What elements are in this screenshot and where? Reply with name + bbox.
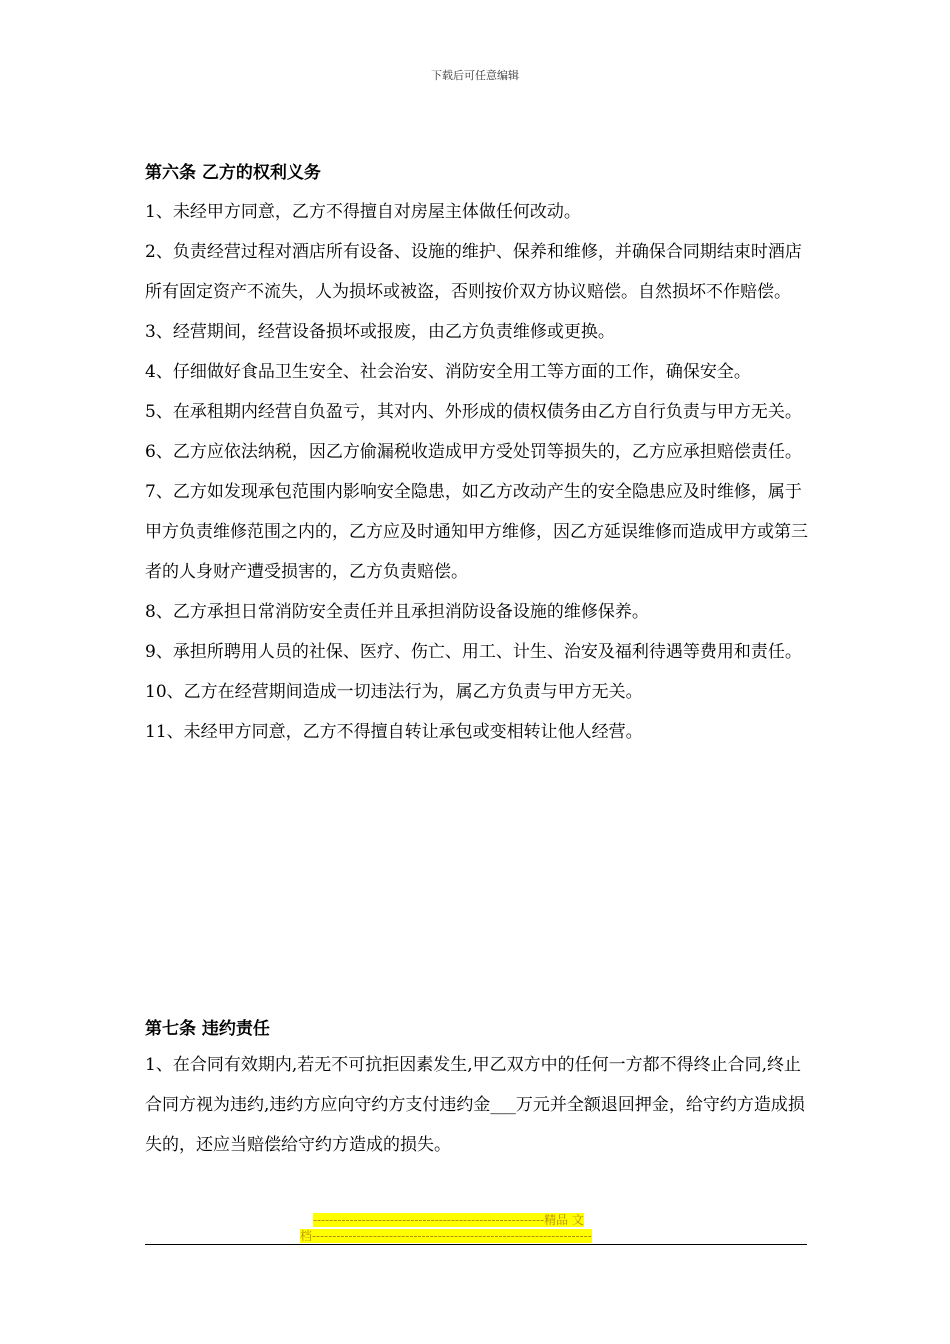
clause-6-7: 7、乙方如发现承包范围内影响安全隐患，如乙方改动产生的安全隐患应及时维修，属于甲方负责维修范围之内的，乙方应及时通知甲方维修，因乙方延误维修而造成甲方或第三者的人身财产遭受损害的，乙方负责赔偿。	[145, 482, 808, 582]
section-7-body	[145, 1045, 810, 1165]
clause-6-4: 4、仔细做好食品卫生安全、社会治安、消防安全用工等方面的工作，确保安全。	[145, 362, 751, 382]
footer-line-2: 档---------------------------------------------------------------------	[300, 1229, 592, 1243]
clause-7-1: 1、在合同有效期内,若无不可抗拒因素发生,甲乙双方中的任何一方都不得终止合同,终止合同方视为违约,违约方应向守约方支付违约金___万元并全额退回押金，给守约方造成损失的，还应当赔偿给守约方造成的损失。	[145, 1055, 805, 1155]
clause-6-3: 3、经营期间，经营设备损坏或报废，由乙方负责维修或更换。	[145, 322, 615, 342]
footer-line-1: ---------------------------------------------------------精品 文	[313, 1213, 584, 1227]
clause-6-8: 8、乙方承担日常消防安全责任并且承担消防设备设施的维修保养。	[145, 602, 649, 622]
footer-divider	[145, 1244, 807, 1245]
clause-6-6: 6、乙方应依法纳税，因乙方偷漏税收造成甲方受处罚等损失的，乙方应承担赔偿责任。	[145, 442, 802, 462]
section-7-title: 第七条 违约责任	[145, 1019, 270, 1039]
clause-6-11: 11、未经甲方同意，乙方不得擅自转让承包或变相转让他人经营。	[145, 722, 643, 742]
section-6-body	[145, 192, 810, 752]
clause-6-5: 5、在承租期内经营自负盈亏，其对内、外形成的债权债务由乙方自行负责与甲方无关。	[145, 402, 802, 422]
clause-6-10: 10、乙方在经营期间造成一切违法行为，属乙方负责与甲方无关。	[145, 682, 643, 702]
section-6-title: 第六条 乙方的权利义务	[145, 163, 321, 183]
footer-watermark	[300, 1212, 650, 1244]
page-header: 下载后可任意编辑	[431, 69, 519, 82]
clause-6-1: 1、未经甲方同意，乙方不得擅自对房屋主体做任何改动。	[145, 202, 581, 222]
clause-6-9: 9、承担所聘用人员的社保、医疗、伤亡、用工、计生、治安及福利待遇等费用和责任。	[145, 642, 802, 662]
clause-6-2: 2、负责经营过程对酒店所有设备、设施的维护、保养和维修，并确保合同期结束时酒店所有固定资产不流失，人为损坏或被盗，否则按价双方协议赔偿。自然损坏不作赔偿。	[145, 242, 802, 302]
